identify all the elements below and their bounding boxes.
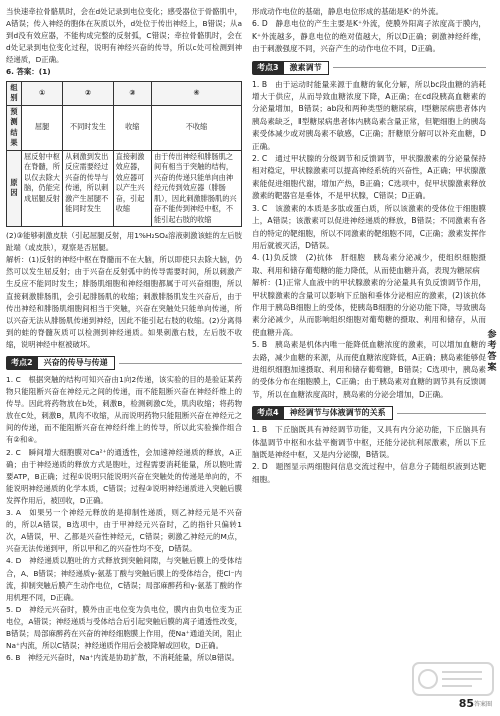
paragraph: 形成动作电位的基础，静息电位形成的基础是K⁺的外流。 [252, 7, 444, 16]
answer-item: 5. D 神经元兴奋时，膜外由正电位变为负电位，膜内由负电位变为正电位，A错误；神经递质与受体结合后引起突触后膜的离子通透性改变，B错误；局部麻醉药在兴奋的神经细胞膜上作用，使Na⁺通道关闭，阻止Na⁺内流，所以C错误；神经递质作用后会被降解或回收，D正确。 [6, 604, 242, 651]
table-cell: 从刺激到发出反应需要经过兴奋的传导与传递，所以刺激产生屈腿不能同时发生 [63, 150, 114, 227]
table-cell: 屈腿 [22, 105, 63, 150]
section-heading-3 [252, 61, 486, 75]
table-cell: 不同时发生 [63, 105, 114, 150]
paragraph: 当快速牵拉骨骼肌时，会在d处记录到电位变化；感受器位于骨骼肌中，A错误；传入神经的胞体在灰质以外，d处位于传出神经上，B错误；从a到d没有效应器，不能构成完整的反射弧，C错误；牵拉骨骼肌时，会在d处记录到电位变化过程，说明有神经兴奋的传导，所以c处可检测到神经递质，D正确。 [6, 7, 242, 65]
section-rule [119, 363, 242, 364]
answer-item: 4. (1)负反馈 (2)抗体 肝细胞 胰岛素分泌减少，使组织细胞摄取、利用和储存葡萄糖的能力降低，从而使血糖升高，表现为糖尿病 [252, 253, 486, 275]
left-column [6, 6, 242, 664]
answer-item: 6. B 神经元兴奋时，Na⁺内流是协助扩散，不消耗能量，所以B错误。 [6, 653, 240, 663]
answer-item: 解析：(1)正常人血液中的甲状腺激素的分泌量具有负反馈调节作用，甲状腺激素的含量可以影响下丘脑和垂体分泌相应的激素，(2)该抗体作用于胰岛B细胞上的受体，使胰岛B细胞的分泌功能下降，导致胰岛素分泌减少，从而影响组织细胞对葡萄糖的摄取、利用和储存，从而使血糖升高。 [252, 278, 486, 337]
section-title: 激素调节 [284, 61, 329, 75]
page-number: 85 [458, 697, 474, 710]
answer-item: 2. D 题图显示两细胞间信息交流过程中，信息分子随组织液到达靶细胞。 [252, 462, 486, 484]
row-label: 预测结果 [7, 105, 22, 150]
section-tag: 考点4 [252, 406, 284, 420]
section-title: 兴奋的传导与传递 [38, 356, 115, 370]
table-header-cell: ① [22, 81, 63, 105]
table-cell: 收缩 [113, 105, 151, 150]
experiment-table [6, 81, 242, 228]
table-row [7, 150, 242, 227]
row-label: 原因 [7, 150, 22, 227]
right-column [252, 6, 486, 486]
section-title: 神经调节与体液调节的关系 [284, 406, 393, 420]
section-rule [333, 67, 486, 68]
answer-item: 1. C 根据突触的结构可知兴奋由1向2传递，该实验的目的是验证某药物只能阻断兴奋在神经元之间的传递，而不能阻断兴奋在神经纤维上的传导。因此将药物放在b处，刺激B，检测刺激C处，肌肉收缩；将药物放在C处，刺激B，肌肉不收缩，从而说明药物只能阻断兴奋在神经元之间的传递，而不能阻断兴奋在神经纤维上的传导，所以此实验操作组合有②和④。 [6, 375, 242, 445]
side-tab-label: 参考答案 [487, 330, 497, 373]
answer-item: 2. C 瞬间增大细胞膜对Ca²⁺的通透性，会加速神经递质的释放，A正确；由于神经递质的释放方式是胞吐，过程需要消耗能量，所以胞吐需要ATP，B正确；过程①说明只能说明兴奋在突触处的传递是单向的，不能说明神经递质的化学本质，C错误；过程③说明神经递质进入突触后膜发挥作用后，被回收，D正确。 [6, 447, 242, 505]
section-tag: 考点2 [6, 356, 38, 370]
answer-item: 1. B 下丘脑既具有神经调节功能，又具有内分泌功能，下丘脑具有体温调节中枢和水盐平衡调节中枢，还能分泌抗利尿激素，所以下丘脑既是神经中枢，又是内分泌腺，B错误。 [252, 425, 486, 459]
answer-item: 6. D 静息电位的产生主要是K⁺外流，使膜外阳离子浓度高于膜内，K⁺外流越多，静息电位的绝对值越大，所以D正确；刺激神经纤维，由于刺激强度不同，兴奋产生的动作电位不同，D正确。 [252, 19, 486, 54]
answer-item: 1. B 由于运动时能量来源于血糖的氧化分解，所以bc段血糖的消耗增大于供应，从而导致血糖浓度下降，A正确；在cd段胰高血糖素的分泌量增加，B错误；ab段和两种类型的糖尿病，Ⅰ型糖尿病患者体内胰岛素缺乏，Ⅱ型糖尿病患者体内胰岛素含量正常，但靶细胞上的胰岛素受体减少或对胰岛素不敏感，C正确；肝糖原分解可以补充血糖，D正确。 [252, 79, 486, 151]
left-top-block [6, 6, 242, 66]
section-heading-2 [6, 356, 242, 370]
table-cell: 由于传出神经和腓肠肌之间有相当于突触的结构，兴奋的传递只能单向由神经元传到效应器（腓肠肌），因此刺激腓肠肌的兴奋不能传到神经中枢，不能引起右肢的收缩 [151, 150, 241, 227]
paragraph: 解析：(1)反射的神经中枢在脊髓而不在大脑，所以即使只去除大脑，仍然可以发生屈反射；由于兴奋在反射弧中的传导需要时间，所以刺激产生反应不能同时发生；腓肠肌细胞和神经细胞都属于可兴奋细胞，所以直接刺激腓肠肌，会引起腓肠肌的收缩；刺激腓肠肌发生兴奋后，由于传出神经和腓肠肌细胞间相当于突触，兴奋在突触处只能单向传递，所以兴奋无法从腓肠肌传递到神经，因此不能引起右肢的收缩。(2)分离得到的蛙的脊髓灰质可以检测到神经递质。如果刺激右肢，左后肢不收缩，说明神经中枢被破坏。 [6, 255, 242, 349]
answer-item: 2. C 通过甲状腺的分级调节和反馈调节，甲状腺激素的分泌量保持相对稳定，甲状腺激素可以提高神经系统的兴奋性，A正确；甲状腺激素能促进细胞代谢，增加产热，B正确；C选项中，促甲状腺激素释放激素的靶器官是垂体，不是甲状腺，C错误；D正确。 [252, 154, 486, 201]
watermark-logo-icon [412, 662, 494, 696]
table-header-cell: 组别 [7, 81, 22, 105]
section-heading-4 [252, 406, 486, 420]
table-cell: 屈反射中枢在脊髓，所以仅去除大脑，仍能完成屈腿反射 [22, 150, 63, 227]
table-cell: 不收缩 [151, 105, 241, 150]
section-rule [397, 413, 486, 414]
q6-heading: 6. 答案：(1) [6, 67, 51, 77]
answer-item: 4. D 神经递质以胞吐的方式释放到突触间隙，与突触后膜上的受体结合，A、B错误；神经递质γ-氨基丁酸与突触后膜上的受体结合，使Cl⁻内流，抑制突触后膜产生动作电位，C错误；局部麻醉药和γ-氨基丁酸的作用机理不同，D正确。 [6, 556, 242, 602]
table-cell: 直接刺激效应器，效应器可以产生兴奋，引起收缩 [113, 150, 151, 227]
paragraph: (2)③能够刺激皮肤（引起屈腿反射，用1%H₂SO₄溶液刺激该蛙的左后肢趾端（或皮肤），观察是否屈腿。 [6, 231, 242, 253]
answer-item: 3. A 如果另一个神经元释放的是抑制性递质，则乙神经元是不兴奋的，所以A错误，B选项中，由于甲神经元兴奋时，乙的指针只偏转1次，A错误，甲、乙都是兴奋性神经元，C错误；刺激乙神经元的M点，兴奋无法传递到甲，所以甲和乙的兴奋性均不变，D错误。 [6, 508, 242, 554]
answer-item: 3. C 该激素的本质是多肽或蛋白质，所以该激素的受体位于细胞膜上，A错误；该激素可以促进神经递质的释放，B错误；不同激素有各自的特定的靶细胞，所以不同激素的靶细胞不同，C正确；激素发挥作用后就被灭活，D错误。 [252, 203, 486, 250]
table-row [7, 105, 242, 150]
answer-item: 5. B 胰岛素是机体内唯一能降低血糖浓度的激素，可以增加血糖的去路，减少血糖的来源，从而使血糖浓度降低，A正确；胰岛素能够促进组织细胞加速摄取、利用和储存葡萄糖，B错误；C选项中，胰岛素的受体分布在细胞膜上，C正确；由于胰岛素对血糖的调节具有反馈调节，所以在血糖浓度高时，胰岛素的分泌会增加，D正确。 [252, 340, 486, 399]
table-header-cell: ② [63, 81, 114, 105]
watermark-text: 答案圈 [473, 701, 492, 708]
table-header-cell: ④ [151, 81, 241, 105]
section-tag: 考点3 [252, 61, 284, 75]
table-header-cell: ③ [113, 81, 151, 105]
